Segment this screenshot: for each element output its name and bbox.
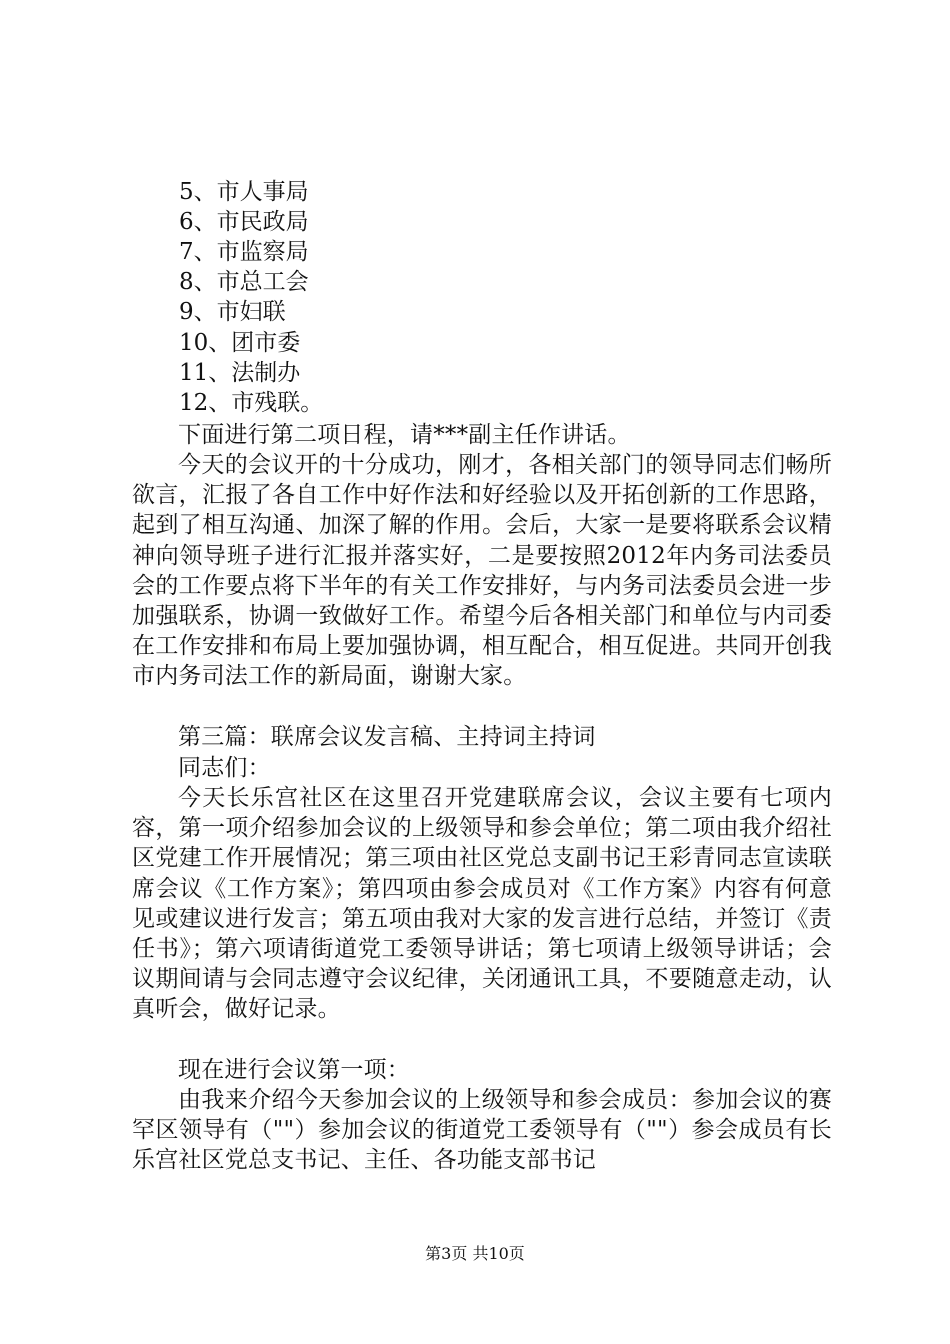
list-item: 11、法制办	[179, 360, 301, 386]
list-item: 9、市妇联	[179, 299, 286, 325]
list-item: 10、团市委	[179, 330, 301, 356]
list-item: 12、市残联。	[179, 390, 324, 416]
list-item: 6、市民政局	[179, 209, 309, 235]
paragraph-introductions: 由我来介绍今天参加会议的上级领导和参会成员：参加会议的赛罕区领导有（""）参加会议的街道党工委领导有（""）参会成员有长乐宫社区党总支书记、主任、各功能支部书记	[132, 1087, 832, 1174]
section-heading: 第三篇：联席会议发言稿、主持词主持词	[178, 724, 596, 750]
list-item: 7、市监察局	[179, 239, 309, 265]
paragraph-greeting: 同志们：	[178, 755, 271, 781]
page-number-footer: 第3页 共10页	[425, 1244, 525, 1263]
paragraph-agenda-item-two: 下面进行第二项日程，请***副主任作讲话。	[178, 422, 631, 448]
paragraph-meeting-agenda: 今天长乐宫社区在这里召开党建联席会议，会议主要有七项内容，第一项介绍参加会议的上级领导和参会单位；第二项由我介绍社区党建工作开展情况；第三项由社区党总支副书记王彩青同志宣读联席会议《工作方案》；第四项由参会成员对《工作方案》内容有何意见或建议进行发言；第五项由我对大家的发言进行总结，并签订《责任书》；第六项请街道党工委领导讲话；第七项请上级领导讲话；会议期间请与会同志遵守会议纪律，关闭通讯工具，不要随意走动，认真听会，做好记录。	[132, 785, 832, 1023]
list-item: 8、市总工会	[179, 269, 309, 295]
list-item: 5、市人事局	[179, 179, 309, 205]
paragraph-first-item: 现在进行会议第一项：	[178, 1057, 410, 1083]
paragraph-closing-remarks: 今天的会议开的十分成功，刚才，各相关部门的领导同志们畅所欲言，汇报了各自工作中好作法和好经验以及开拓创新的工作思路，起到了相互沟通、加深了解的作用。会后，大家一是要将联系会议精神向领导班子进行汇报并落实好，二是要按照2012年内务司法委员会的工作要点将下半年的有关工作安排好，与内务司法委员会进一步加强联系，协调一致做好工作。希望今后各相关部门和单位与内司委在工作安排和布局上要加强协调，相互配合，相互促进。共同开创我市内务司法工作的新局面，谢谢大家。	[132, 452, 832, 690]
